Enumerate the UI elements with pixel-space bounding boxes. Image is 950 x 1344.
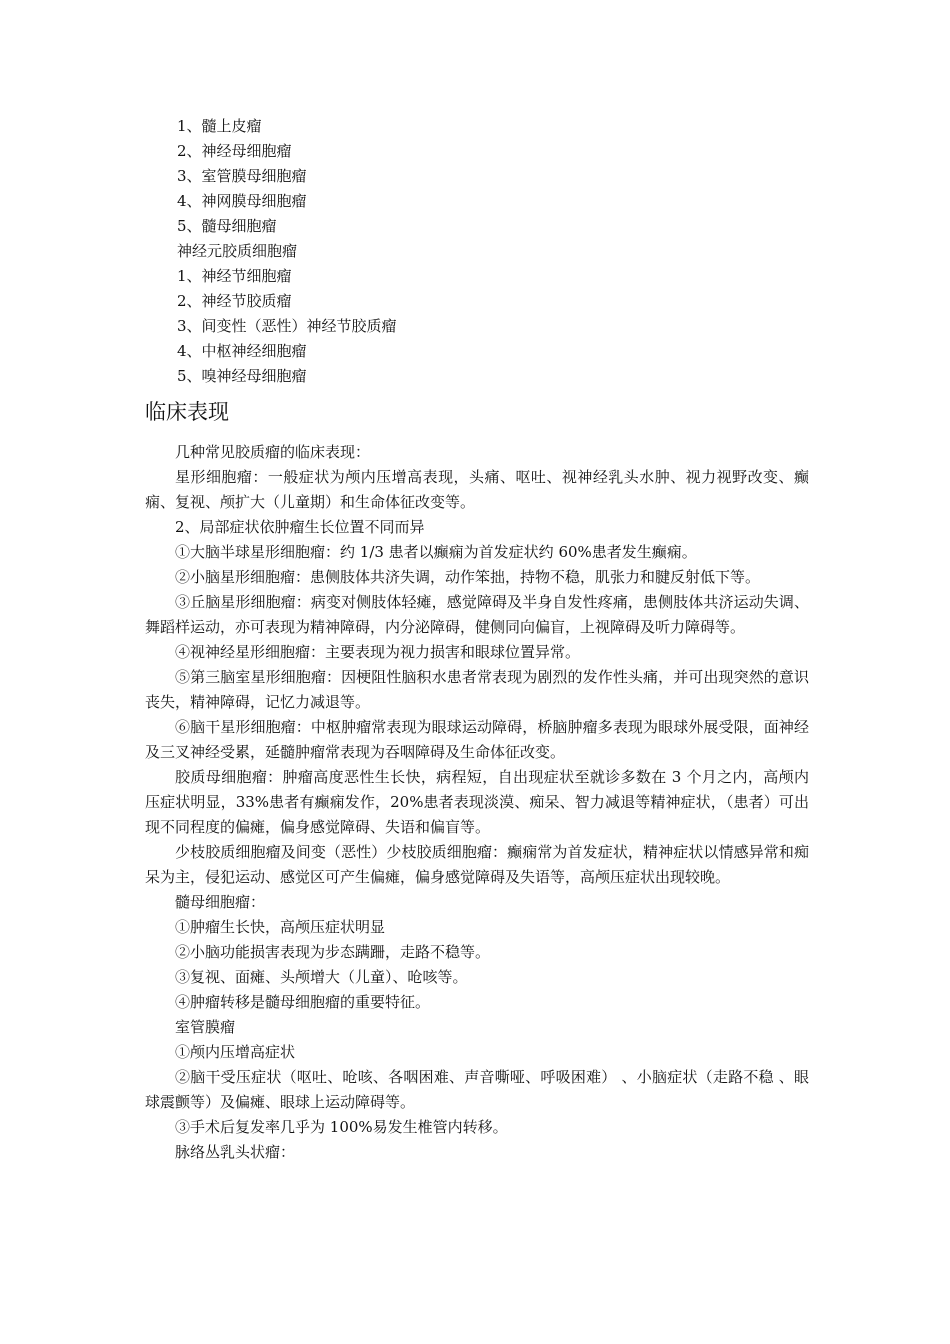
list-item: 1、髓上皮瘤 xyxy=(177,117,262,135)
paragraph: ①肿瘤生长快，高颅压症状明显 xyxy=(175,918,386,936)
list-item: 5、嗅神经母细胞瘤 xyxy=(177,367,307,385)
list-subheading: 神经元胶质细胞瘤 xyxy=(177,242,298,260)
paragraph: ③复视、面瘫、头颅增大（儿童）、呛咳等。 xyxy=(175,968,468,986)
section-heading: 临床表现 xyxy=(145,400,229,424)
paragraph: 室管膜瘤 xyxy=(175,1018,236,1036)
paragraph: ②小脑功能损害表现为步态蹒跚，走路不稳等。 xyxy=(175,943,491,961)
paragraph: ②脑干受压症状（呕吐、呛咳、各咽困难、声音嘶哑、呼吸困难） 、小脑症状（走路不稳 、眼球震颤等）及偏瘫、眼球上运动障碍等。 xyxy=(145,1068,809,1111)
paragraph: ①颅内压增高症状 xyxy=(175,1043,296,1061)
list-item: 2、神经母细胞瘤 xyxy=(177,142,292,160)
section-body xyxy=(145,440,809,1165)
list-item: 1、神经节细胞瘤 xyxy=(177,267,292,285)
paragraph: 几种常见胶质瘤的临床表现： xyxy=(175,443,371,461)
list-item: 3、间变性（恶性）神经节胶质瘤 xyxy=(177,317,397,335)
list-item: 2、神经节胶质瘤 xyxy=(177,292,292,310)
paragraph: 2、局部症状依肿瘤生长位置不同而异 xyxy=(175,518,425,536)
paragraph: ④肿瘤转移是髓母细胞瘤的重要特征。 xyxy=(175,993,431,1011)
list-item: 5、髓母细胞瘤 xyxy=(177,217,277,235)
list-item: 4、中枢神经细胞瘤 xyxy=(177,342,307,360)
paragraph: ①大脑半球星形细胞瘤：约 1/3 患者以癫痫为首发症状约 60%患者发生癫痫。 xyxy=(175,543,697,561)
list-item: 3、室管膜母细胞瘤 xyxy=(177,167,307,185)
paragraph: 脉络丛乳头状瘤： xyxy=(175,1143,296,1161)
paragraph: ⑤第三脑室星形细胞瘤：因梗阻性脑积水患者常表现为剧烈的发作性头痛，并可出现突然的意识丧失，精神障碍，记忆力减退等。 xyxy=(145,668,809,711)
paragraph: 星形细胞瘤：一般症状为颅内压增高表现，头痛、呕吐、视神经乳头水肿、视力视野改变、癫痫、复视、颅扩大（儿童期）和生命体征改变等。 xyxy=(145,468,809,511)
paragraph: ③手术后复发率几乎为 100%易发生椎管内转移。 xyxy=(175,1118,508,1136)
paragraph: 髓母细胞瘤： xyxy=(175,893,266,911)
tumor-classification-list xyxy=(177,114,777,389)
paragraph: 少枝胶质细胞瘤及间变（恶性）少枝胶质细胞瘤：癫痫常为首发症状，精神症状以情感异常和痴呆为主，侵犯运动、感觉区可产生偏瘫，偏身感觉障碍及失语等，高颅压症状出现较晚。 xyxy=(145,843,809,886)
paragraph: ②小脑星形细胞瘤：患侧肢体共济失调，动作笨拙，持物不稳，肌张力和腱反射低下等。 xyxy=(175,568,761,586)
paragraph: ③丘脑星形细胞瘤：病变对侧肢体轻瘫，感觉障碍及半身自发性疼痛，患侧肢体共济运动失调、舞蹈样运动，亦可表现为精神障碍，内分泌障碍，健侧同向偏盲，上视障碍及听力障碍等。 xyxy=(145,593,809,636)
paragraph: ⑥脑干星形细胞瘤：中枢肿瘤常表现为眼球运动障碍，桥脑肿瘤多表现为眼球外展受限，面神经及三叉神经受累，延髓肿瘤常表现为吞咽障碍及生命体征改变。 xyxy=(145,718,809,761)
paragraph: ④视神经星形细胞瘤：主要表现为视力损害和眼球位置异常。 xyxy=(175,643,581,661)
list-item: 4、神网膜母细胞瘤 xyxy=(177,192,307,210)
paragraph: 胶质母细胞瘤：肿瘤高度恶性生长快，病程短，自出现症状至就诊多数在 3 个月之内，高颅内压症状明显，33%患者有癫痫发作，20%患者表现淡漠、痴呆、智力减退等精神症状，（患者）可出现不同程度的偏瘫，偏身感觉障碍、失语和偏盲等。 xyxy=(145,768,809,836)
